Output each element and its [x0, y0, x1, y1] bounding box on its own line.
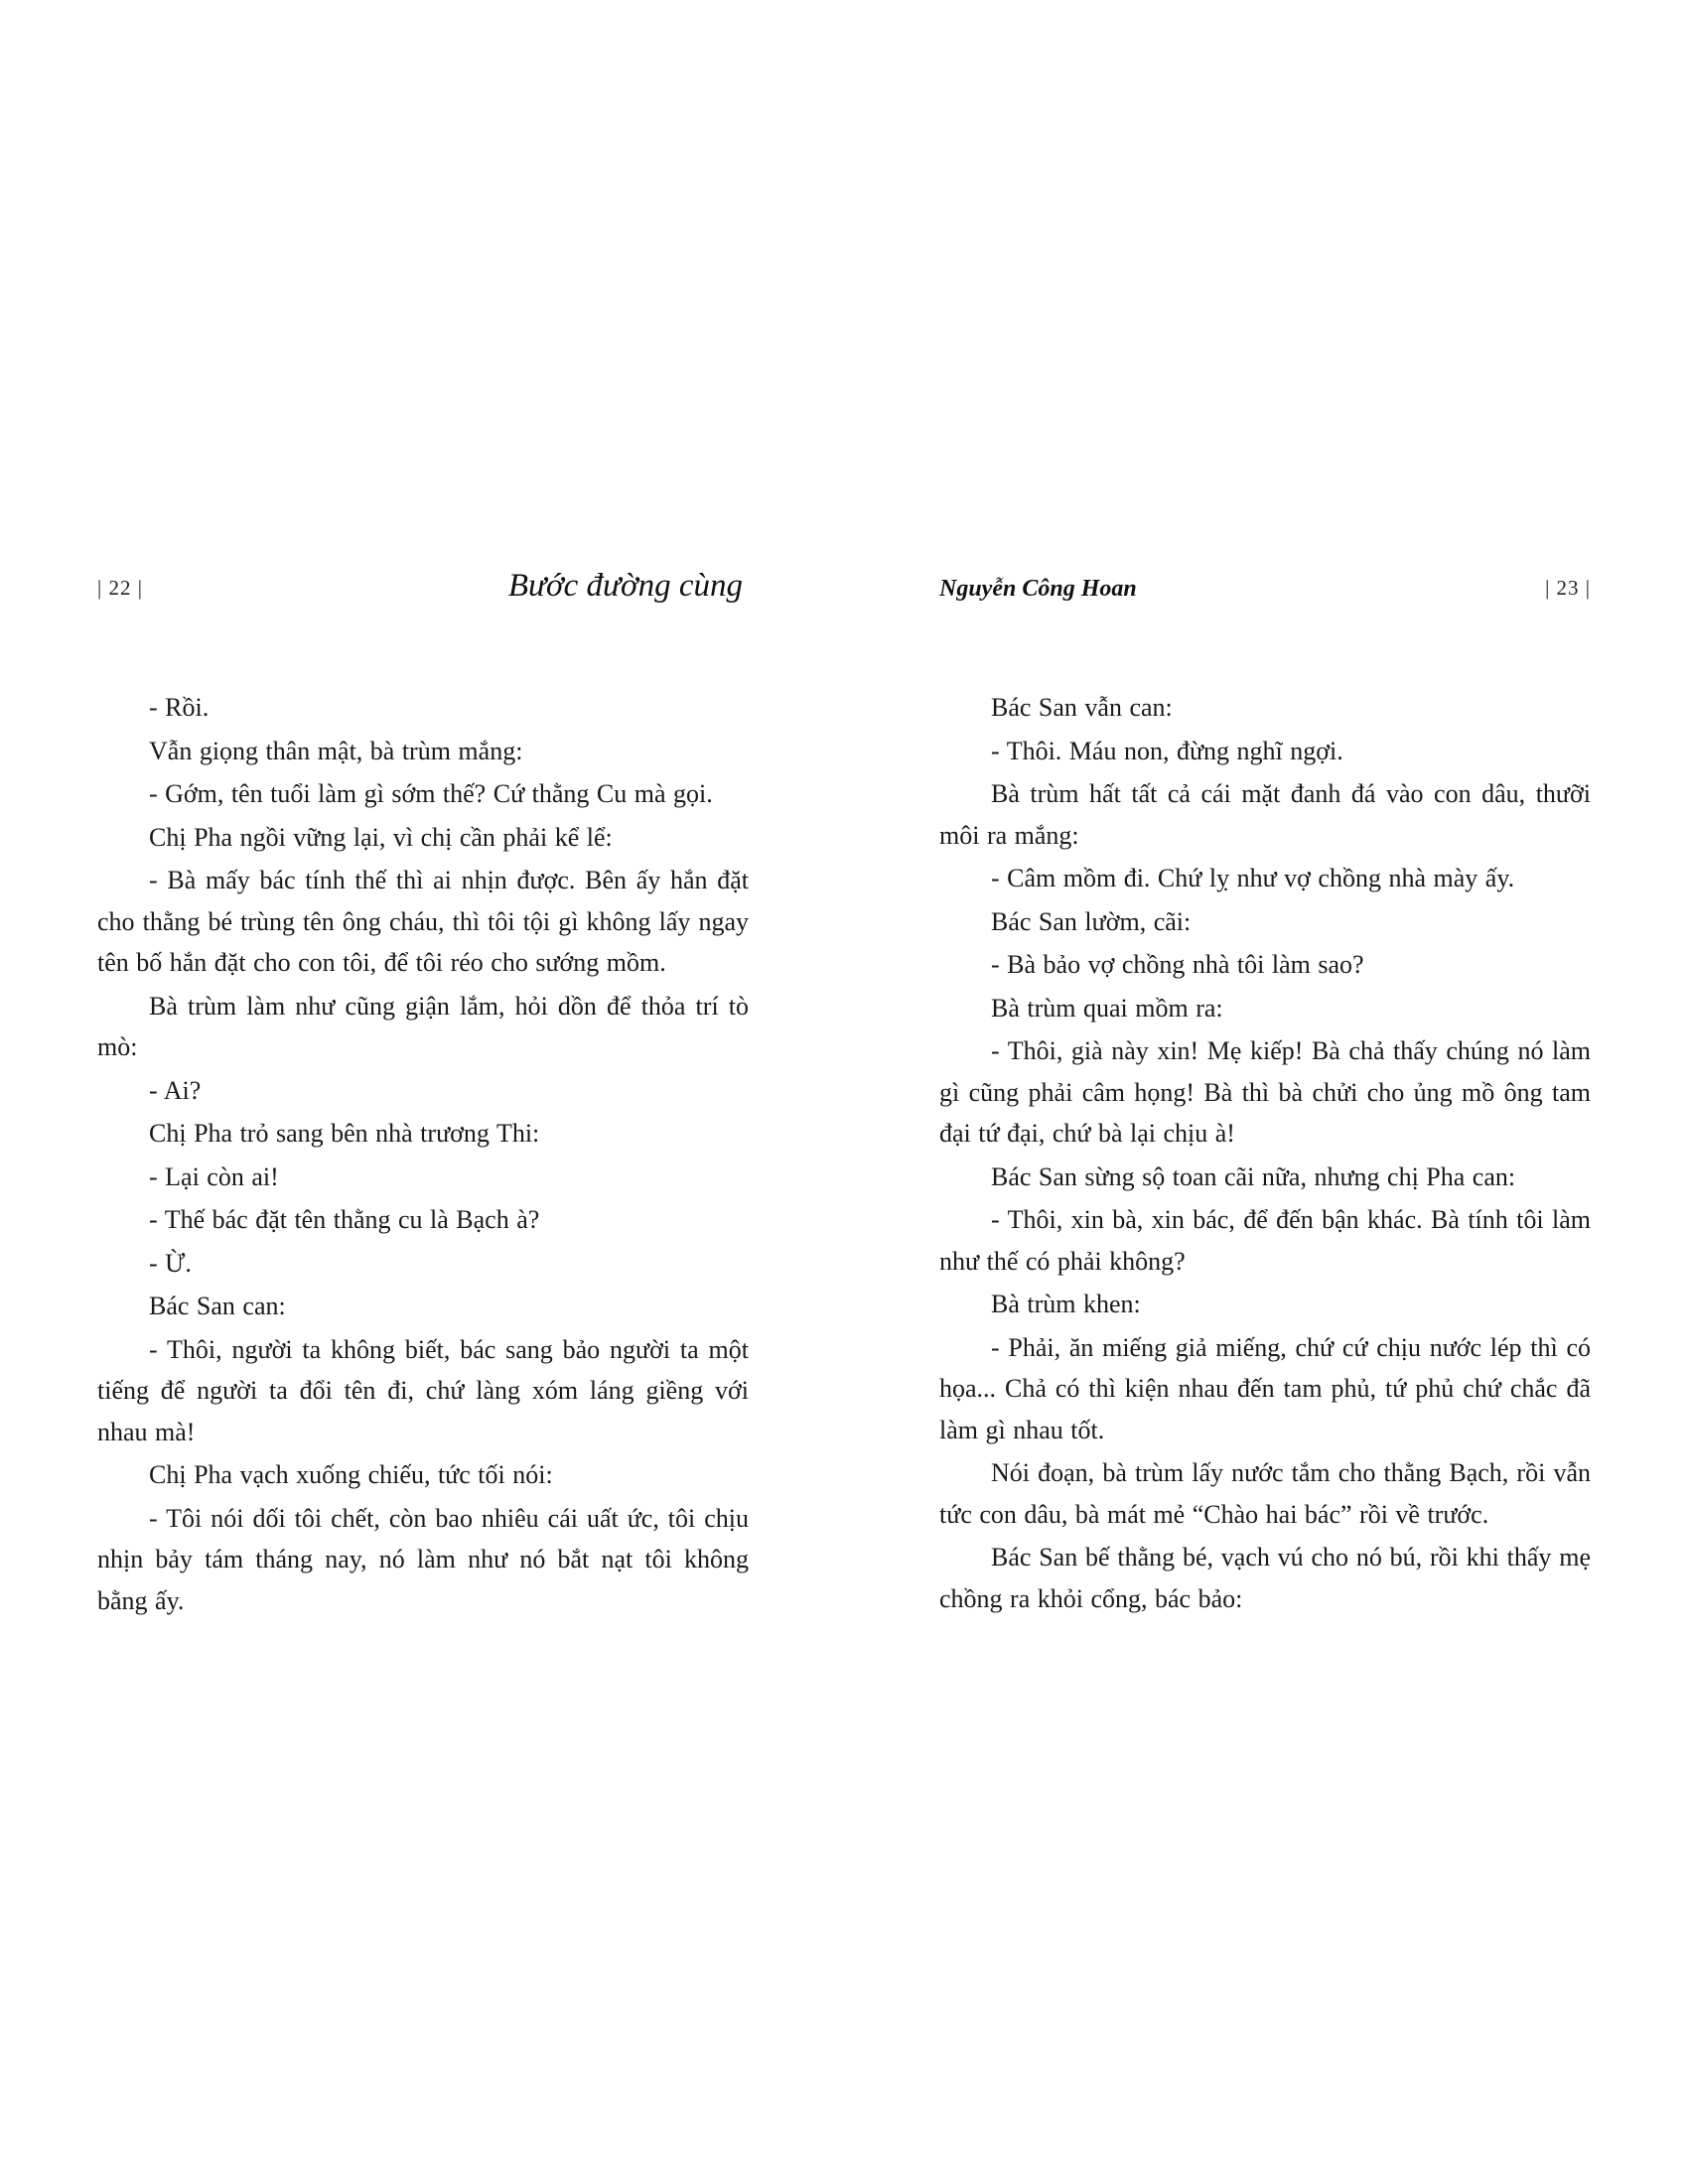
paragraph: Bác San bế thằng bé, vạch vú cho nó bú, rồi khi thấy mẹ chồng ra khỏi cổng, bác bảo:: [939, 1543, 1591, 1613]
paragraph: - Phải, ăn miếng giả miếng, chứ cứ chịu nước lép thì có họa... Chả có thì kiện nhau đến tam phủ, tứ phủ chứ chắc đã làm gì nhau tốt.: [939, 1332, 1591, 1444]
paragraph: Bác San lườm, cãi:: [991, 906, 1192, 936]
paragraph: Bác San sừng sộ toan cãi nữa, nhưng chị Pha can:: [991, 1161, 1516, 1191]
paragraph: Nói đoạn, bà trùm lấy nước tắm cho thằng Bạch, rồi vẫn tức con dâu, bà mát mẻ “Chào hai bác” rồi về trước.: [939, 1458, 1591, 1529]
paragraph: - Bà bảo vợ chồng nhà tôi làm sao?: [991, 950, 1364, 979]
paragraph: - Lại còn ai!: [149, 1161, 279, 1191]
paragraph: - Thôi, già này xin! Mẹ kiếp! Bà chả thấy chúng nó làm gì cũng phải câm họng! Bà thì bà chửi cho ủng mồ ông tam đại tứ đại, chứ bà lại chịu à!: [939, 1036, 1591, 1148]
left-running-head: [97, 564, 749, 623]
page-number-left: | 22 |: [97, 576, 143, 600]
paragraph: - Ai?: [149, 1075, 202, 1105]
author-name: Nguyễn Công Hoan: [939, 576, 1137, 602]
paragraph: Bà trùm hất tất cả cái mặt đanh đá vào con dâu, thưỡi môi ra mắng:: [939, 779, 1591, 850]
paragraph: - Tôi nói dối tôi chết, còn bao nhiêu cái uất ức, tôi chịu nhịn bảy tám tháng nay, nó làm như nó bắt nạt tôi không bằng ấy.: [97, 1503, 749, 1615]
paragraph: Vẫn giọng thân mật, bà trùm mắng:: [149, 736, 523, 765]
paragraph: - Bà mấy bác tính thế thì ai nhịn được. Bên ấy hắn đặt cho thằng bé trùng tên ông cháu, thì tôi tội gì không lấy ngay tên bố hắn đặt cho con tôi, để tôi réo cho sướng mồm.: [97, 866, 749, 977]
paragraph: Chị Pha ngồi vững lại, vì chị cần phải kể lể:: [149, 822, 613, 852]
book-title: Bước đường cùng: [507, 568, 743, 604]
page-number-right: | 23 |: [1545, 576, 1591, 600]
paragraph: - Thôi, xin bà, xin bác, để đến bận khác. Bà tính tôi làm như thế có phải không?: [939, 1205, 1591, 1276]
paragraph: - Gớm, tên tuổi làm gì sớm thế? Cứ thằng Cu mà gọi.: [149, 779, 713, 808]
left-body-text: [97, 687, 749, 1621]
paragraph: Bác San vẫn can:: [991, 693, 1173, 722]
paragraph: Bác San can:: [149, 1292, 286, 1320]
right-running-head: [939, 564, 1591, 623]
paragraph: - Ừ.: [149, 1248, 192, 1278]
right-page: [939, 564, 1591, 1621]
paragraph: Bà trùm quai mồm ra:: [991, 993, 1223, 1023]
paragraph: Chị Pha vạch xuống chiếu, tức tối nói:: [149, 1460, 553, 1489]
paragraph: - Thế bác đặt tên thằng cu là Bạch à?: [149, 1205, 540, 1234]
left-page: [97, 564, 749, 1623]
paragraph: Bà trùm khen:: [991, 1290, 1141, 1318]
paragraph: - Rồi.: [149, 693, 210, 722]
paragraph: - Thôi, người ta không biết, bác sang bảo người ta một tiếng để người ta đổi tên đi, chứ làng xóm láng giềng với nhau mà!: [97, 1334, 749, 1446]
paragraph: Bà trùm làm như cũng giận lắm, hỏi dồn để thỏa trí tò mò:: [97, 991, 749, 1061]
paragraph: - Câm mồm đi. Chứ lỵ như vợ chồng nhà mày ấy.: [991, 864, 1515, 892]
right-body-text: [939, 687, 1591, 1619]
paragraph: Chị Pha trỏ sang bên nhà trương Thi:: [149, 1119, 540, 1148]
paragraph: - Thôi. Máu non, đừng nghĩ ngợi.: [991, 736, 1343, 765]
